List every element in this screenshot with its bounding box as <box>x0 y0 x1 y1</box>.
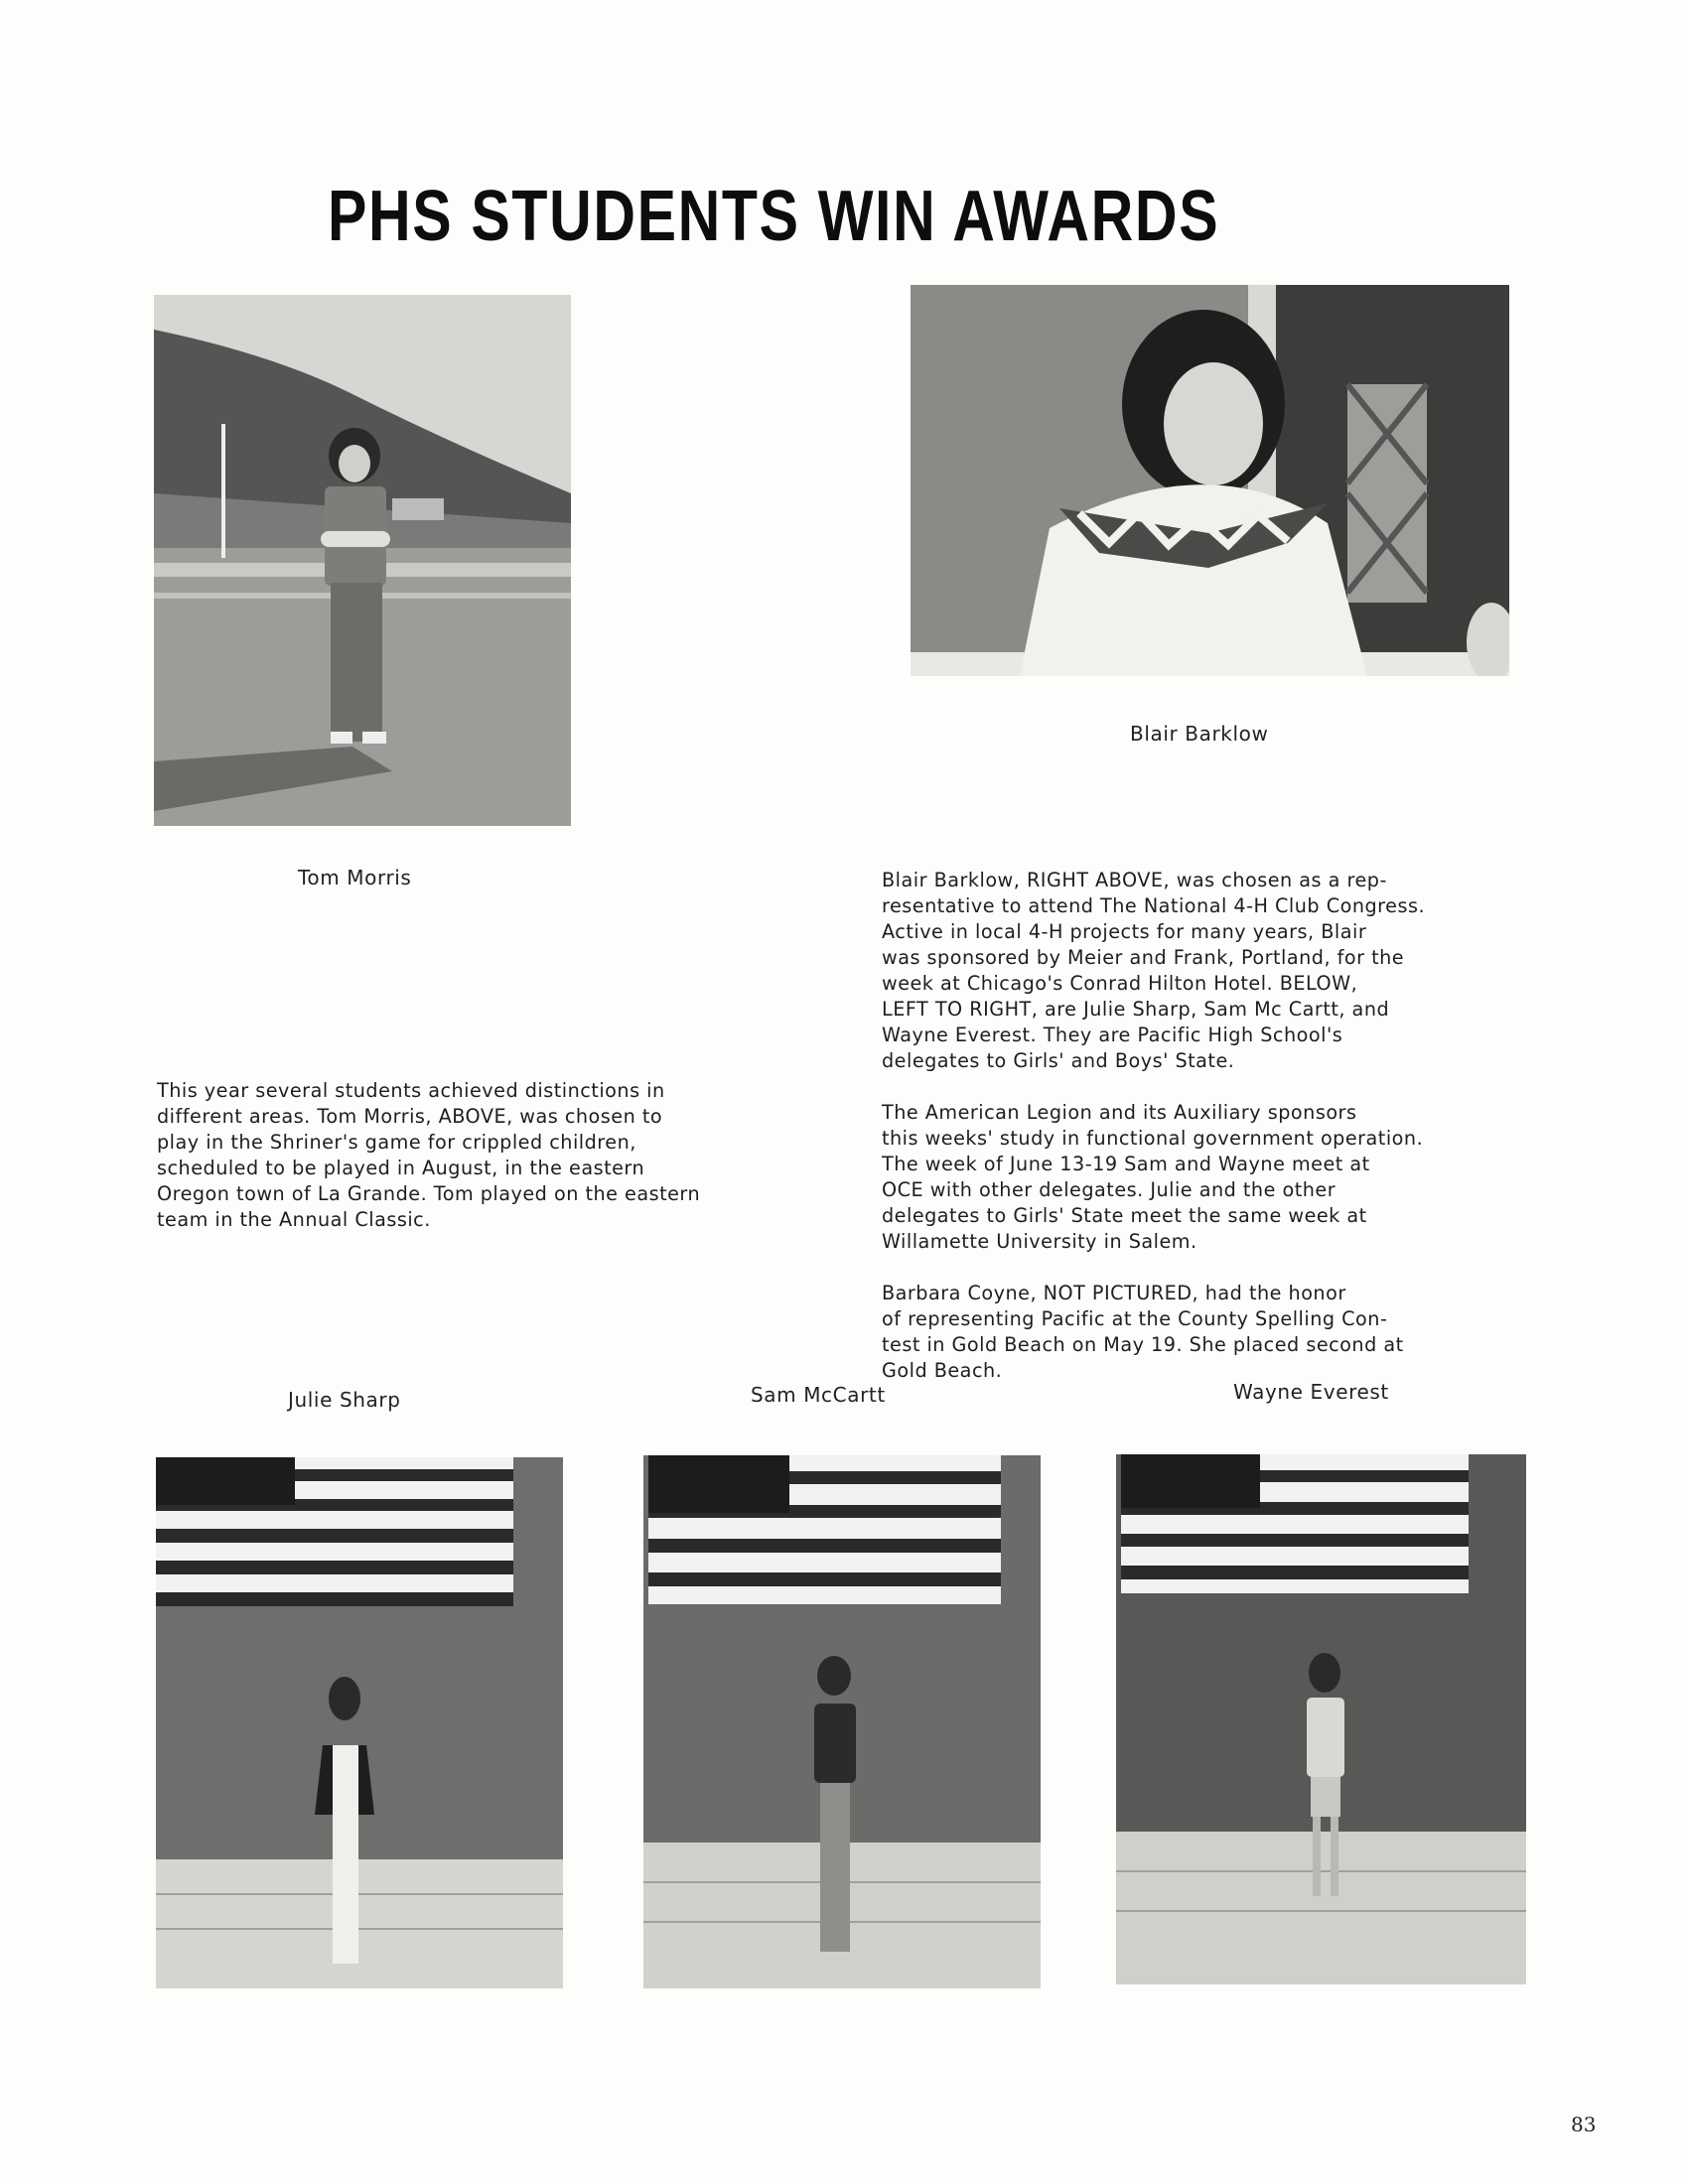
caption-tom-morris: Tom Morris <box>298 866 412 889</box>
page-number: 83 <box>1571 2113 1597 2136</box>
article-right-paragraph-1: Blair Barklow, RIGHT ABOVE, was chosen as a rep- resentative to attend The National 4-H Club Congress. Active in local 4-H projects for many years, Blair was sponsored by Meier and Frank, Portland, for the week at Chicago's Conrad Hilton Hotel. BELOW, LEFT TO RIGHT, are Julie Sharp, Sam Mc Cartt, and Wayne Everest. They are Pacific High School's delegates to Girls' and Boys' State. <box>882 869 1426 1072</box>
article-right <box>882 842 1517 1410</box>
photo-julie-sharp <box>156 1457 563 1988</box>
article-right-paragraph-3: Barbara Coyne, NOT PICTURED, had the honor of representing Pacific at the County Spelling Con- test in Gold Beach on May 19. She placed second at Gold Beach. <box>882 1282 1404 1382</box>
article-right-paragraph-2: The American Legion and its Auxiliary sponsors this weeks' study in functional government operation. The week of June 13-19 Sam and Wayne meet at OCE with other delegates. Julie and the other delegates to Girls' State meet the same week at Willamette University in Salem. <box>882 1101 1424 1253</box>
caption-wayne-everest: Wayne Everest <box>1233 1380 1389 1404</box>
article-left <box>157 1052 832 1259</box>
photo-tom-morris <box>154 295 571 826</box>
article-left-paragraph: This year several students achieved distinctions in different areas. Tom Morris, ABOVE, was chosen to play in the Shriner's game for crippled children, scheduled to be played in August, in the eastern Oregon town of La Grande. Tom played on the eastern team in the Annual Classic. <box>157 1079 701 1231</box>
page-headline: PHS STUDENTS WIN AWARDS <box>328 177 1220 256</box>
photo-wayne-everest <box>1116 1454 1526 1984</box>
photo-blair-barklow <box>911 285 1509 676</box>
caption-julie-sharp: Julie Sharp <box>288 1388 401 1412</box>
caption-sam-mccartt: Sam McCartt <box>751 1383 886 1407</box>
photo-sam-mccartt <box>643 1455 1041 1988</box>
flag-icon <box>1121 1454 1469 1593</box>
caption-blair-barklow: Blair Barklow <box>1130 722 1269 746</box>
flag-icon <box>156 1457 513 1606</box>
flag-icon <box>648 1455 1001 1604</box>
